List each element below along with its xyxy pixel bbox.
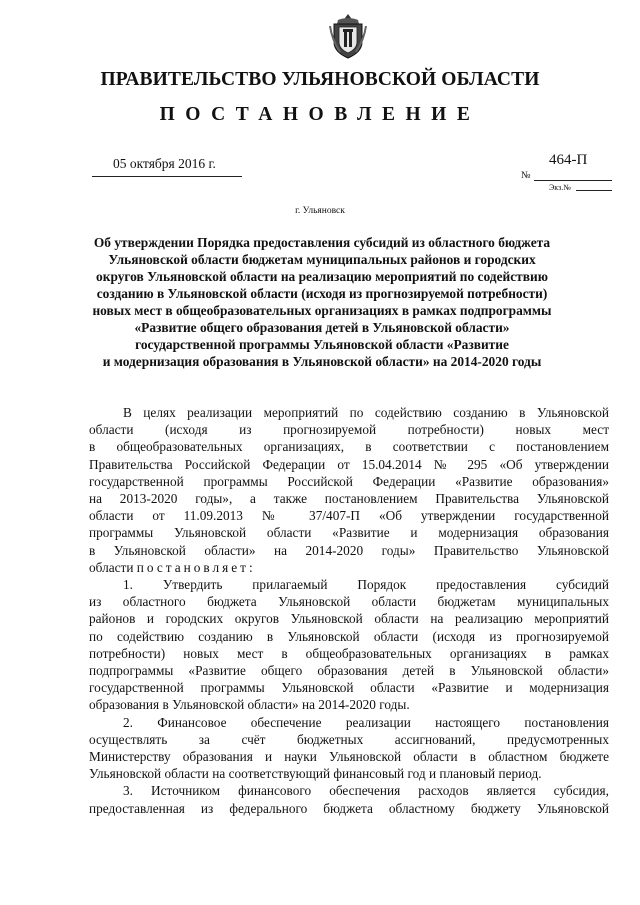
body-line: Министерству образования и науки Ульяновской области в областном бюджете — [89, 749, 609, 765]
body-line: В целях реализации мероприятий по содействию созданию в Ульяновской — [123, 405, 609, 420]
copy-number-label: Экз.№ — [549, 183, 571, 192]
copy-number-underline — [576, 190, 612, 191]
body-line: Ульяновской области на соответствующий финансовый год и плановый период. — [89, 766, 542, 782]
body-line: осуществлять за счёт бюджетных ассигнований, предусмотренных — [89, 731, 609, 747]
body-line-resolves — [89, 559, 609, 576]
title-line: новых мест в общеобразовательных организациях в рамках подпрограммы — [92, 303, 552, 318]
number-sign: № — [521, 170, 531, 181]
title-line: округов Ульяновской области на реализацию мероприятий по содействию — [96, 269, 548, 284]
body-line: государственной программы Ульяновской области «Развитие и модернизация — [89, 680, 609, 696]
title-line: созданию в Ульяновской области (исходя из прогнозируемой потребности) — [96, 286, 548, 301]
body-line: предоставленная из федерального бюджета областному бюджету Ульяновской — [89, 800, 609, 816]
body-line: Правительства Российской Федерации от 15.04.2014 № 295 «Об утверждении — [89, 456, 609, 472]
title-line: Ульяновской области бюджетам муниципальных районов и городских — [108, 252, 536, 267]
city-name: г. Ульяновск — [295, 206, 345, 216]
body-line: в Ульяновской области» на 2014-2020 годы» Правительство Ульяновской — [89, 542, 609, 558]
title-line: «Развитие общего образования детей в Ульяновской области» — [134, 320, 510, 335]
document-date: 05 октября 2016 г. — [113, 156, 216, 171]
body-line: подпрограммы «Развитие общего образования детей в Ульяновской области» — [89, 663, 609, 679]
resolution-body — [89, 404, 609, 817]
body-line: 2. Финансовое обеспечение реализации настоящего постановления — [123, 714, 609, 730]
body-line: образования в Ульяновской области» на 2014-2020 годы. — [89, 697, 410, 713]
title-line: Об утверждении Порядка предоставления субсидий из областного бюджета — [93, 235, 551, 250]
body-line: в общеобразовательных организациях, в соответствии с постановлением — [89, 439, 609, 455]
government-title: ПРАВИТЕЛЬСТВО УЛЬЯНОВСКОЙ ОБЛАСТИ — [100, 69, 540, 90]
body-line: по содействию созданию в Ульяновской области (исходя из прогнозируемой — [89, 628, 609, 644]
body-line: программы Ульяновской области «Развитие и модернизация образования — [89, 525, 609, 541]
body-line: государственной программы Российской Федерации «Развитие образования» — [89, 473, 609, 489]
body-line: области (исходя из прогнозируемой потребности) новых мест — [89, 422, 609, 438]
number-underline — [534, 180, 612, 181]
title-line: и модернизация образования в Ульяновской области» на 2014-2020 годы — [102, 354, 542, 369]
body-line: районов и городских округов Ульяновской области на реализацию мероприятий — [89, 611, 609, 627]
resolves-word: постановляет: — [136, 559, 256, 575]
body-line: 1. Утвердить прилагаемый Порядок предоставления субсидий — [123, 577, 609, 593]
resolution-title — [80, 234, 564, 370]
title-line: государственной программы Ульяновской области «Развитие — [135, 337, 509, 352]
body-line: области от 11.09.2013 № 37/407-П «Об утверждении государственной — [89, 508, 609, 524]
coat-of-arms-icon — [328, 12, 368, 60]
body-line: на 2013-2020 годы», а также постановлением Правительства Ульяновской — [89, 491, 609, 507]
body-line: 3. Источником финансового обеспечения расходов является субсидия, — [123, 783, 609, 799]
body-line: потребности) новых мест в общеобразовательных организациях в рамках — [89, 645, 609, 661]
document-type: ПОСТАНОВЛЕНИЕ — [159, 104, 481, 125]
date-underline — [92, 176, 242, 177]
document-number: 464-П — [549, 152, 588, 168]
body-line-prefix: области — [89, 559, 134, 575]
body-line: из областного бюджета Ульяновской области бюджетам муниципальных — [89, 594, 609, 610]
